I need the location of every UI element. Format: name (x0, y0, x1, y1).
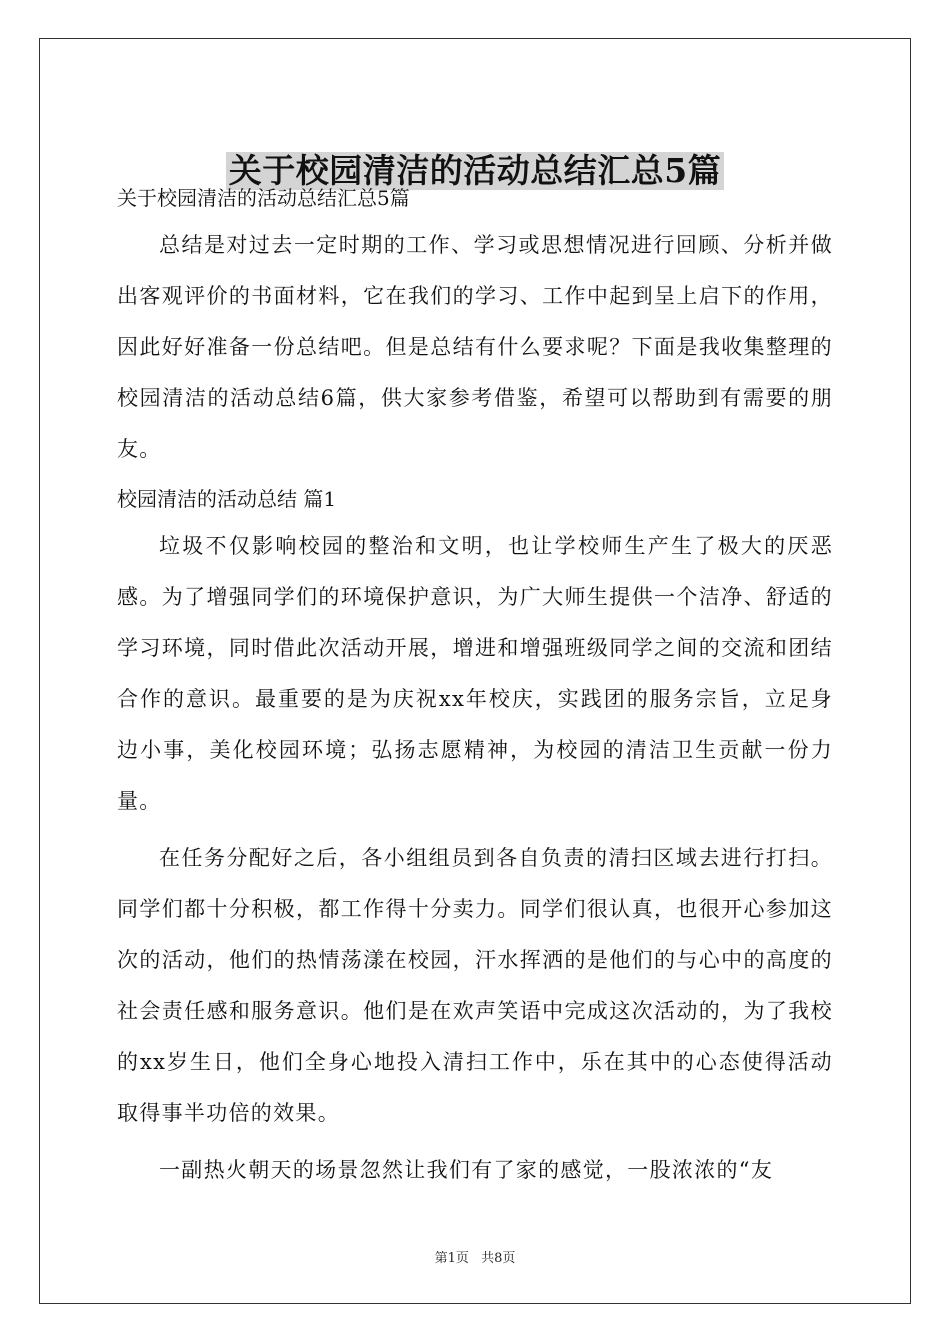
page-footer (0, 1247, 950, 1266)
section-heading: 校园清洁的活动总结 篇1 (117, 487, 337, 511)
document-subtitle: 关于校园清洁的活动总结汇总5篇 (117, 186, 410, 210)
page-total: 共8页 (481, 1251, 516, 1266)
page-title: 关于校园清洁的活动总结汇总5篇 (226, 152, 724, 190)
body-paragraph: 垃圾不仅影响校园的整治和文明，也让学校师生产生了极大的厌恶感。为了增强同学们的环境保护意识，为广大师生提供一个洁净、舒适的学习环境，同时借此次活动开展，增进和增强班级同学之间的交流和团结合作的意识。最重要的是为庆祝xx年校庆，实践团的服务宗旨，立足身边小事，美化校园环境；弘扬志愿精神，为校园的清洁卫生贡献一份力量。 (117, 534, 833, 813)
document-body (117, 180, 833, 1202)
body-paragraph: 在任务分配好之后，各小组组员到各自负责的清扫区域去进行打扫。同学们都十分积极，都工作得十分卖力。同学们很认真，也很开心参加这次的活动，他们的热情荡漾在校园，汗水挥洒的是他们的与心中的高度的社会责任感和服务意识。他们是在欢声笑语中完成这次活动的，为了我校的xx岁生日，他们全身心地投入清扫工作中，乐在其中的心态使得活动取得事半功倍的效果。 (117, 846, 833, 1125)
page-number: 第1页 (434, 1251, 469, 1266)
intro-paragraph: 总结是对过去一定时期的工作、学习或思想情况进行回顾、分析并做出客观评价的书面材料，它在我们的学习、工作中起到呈上启下的作用，因此好好准备一份总结吧。但是总结有什么要求呢？下面是我收集整理的校园清洁的活动总结6篇，供大家参考借鉴，希望可以帮助到有需要的朋友。 (117, 233, 833, 461)
body-paragraph: 一副热火朝天的场景忽然让我们有了家的感觉，一股浓浓的“友 (159, 1158, 774, 1182)
